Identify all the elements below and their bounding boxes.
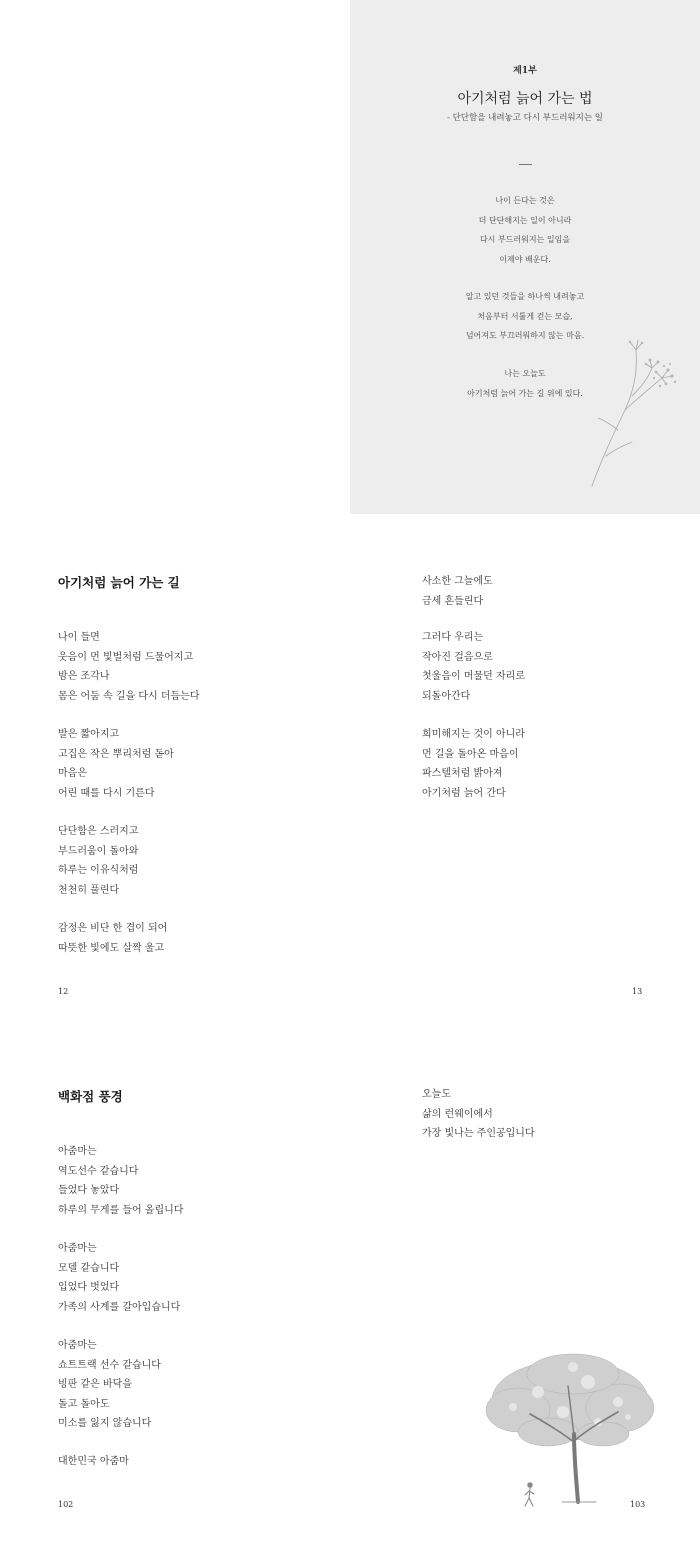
poem-stanza [58, 725, 174, 803]
poem-line: 나이 들면 [58, 632, 100, 643]
poem-stanza [58, 1142, 183, 1220]
poem-line: 오늘도 [422, 1089, 451, 1100]
poem-line: 발은 짧아지고 [58, 729, 120, 740]
intro-line: 아기처럼 늙어 가는 길 위에 있다. [467, 388, 583, 398]
poem-line: 빙판 같은 바닥을 [58, 1379, 132, 1390]
poem-line: 그러다 우리는 [422, 632, 484, 643]
intro-line: 넘어져도 부끄러워하지 않는 마음. [465, 331, 585, 340]
poem-line: 미소를 잃지 않습니다 [58, 1418, 152, 1429]
poem-line: 입었다 벗었다 [58, 1282, 120, 1293]
poem-stanza [58, 1452, 129, 1472]
dried-flower-icon [580, 338, 690, 498]
poem-title: 백화점 풍경 [58, 1089, 123, 1104]
poem-line: 들었다 놓았다 [58, 1185, 120, 1196]
poem-line: 삶의 런웨이에서 [422, 1108, 493, 1120]
tree-icon [478, 1352, 658, 1512]
part-label: 제1부 [513, 66, 537, 76]
poem-line: 하루는 이유식처럼 [58, 865, 139, 876]
poem-line: 작아진 걸음으로 [422, 651, 493, 663]
poem-stanza [422, 725, 525, 803]
poem-line: 하루의 무게를 들어 올립니다 [58, 1204, 184, 1216]
poem-line: 아기처럼 늙어 간다 [422, 787, 506, 799]
poem-stanza [58, 919, 167, 958]
poem-line: 희미해지는 것이 아니라 [422, 729, 525, 740]
poem-stanza [422, 572, 493, 611]
poem-line: 역도선수 같습니다 [58, 1165, 139, 1177]
poem-line: 마음은 [58, 768, 87, 779]
poem-line: 첫울음이 머물던 자리로 [422, 671, 525, 682]
chapter-subtitle: - 단단함을 내려놓고 다시 부드러워지는 일 [447, 113, 603, 123]
poem-line: 금세 흔들린다 [422, 595, 484, 607]
intro-line: 이제야 배운다. [499, 254, 551, 264]
poem-line: 돌고 돌아도 [58, 1398, 110, 1410]
page-number: 12 [58, 987, 69, 996]
intro-stanza-1 [350, 191, 700, 269]
poem-line: 아줌마는 [58, 1146, 97, 1157]
poem-line: 몸은 어둠 속 길을 다시 더듬는다 [58, 690, 200, 702]
poem-line: 가족의 사계를 갈아입습니다 [58, 1301, 181, 1313]
poem-line: 밤은 조각나 [58, 671, 110, 682]
poem-line: 아줌마는 [58, 1243, 97, 1254]
poem-line: 천천히 풀린다 [58, 884, 120, 896]
page-number: 102 [58, 1500, 74, 1509]
page-number: 103 [630, 1500, 646, 1509]
poem-line: 가장 빛나는 주인공입니다 [422, 1128, 535, 1139]
intro-line: 더 단단해지는 일이 아니라 [478, 215, 572, 225]
chapter-title: 아기처럼 늙어 가는 법 [457, 91, 593, 107]
intro-stanza-2 [350, 287, 700, 346]
poem-line: 파스텔처럼 밝아져 [422, 768, 503, 779]
poem-stanza [58, 1239, 180, 1317]
intro-line: 다시 부드러워지는 일임을 [479, 235, 571, 244]
poem-line: 웃음이 먼 빛벌처럼 드물어지고 [58, 651, 194, 663]
poem-stanza [58, 1336, 161, 1434]
poem-stanza [422, 1085, 535, 1144]
poem-line: 되돌아간다 [422, 690, 471, 702]
poem-line: 쇼트트랙 선수 같습니다 [58, 1359, 161, 1371]
poem-stanza [58, 822, 138, 900]
poem-stanza [58, 628, 199, 706]
poem-line: 감정은 비단 한 겹이 되어 [58, 923, 168, 934]
poem-line: 부드러움이 돌아와 [58, 845, 139, 857]
poem-line: 단단함은 스러지고 [58, 826, 139, 837]
poem-line: 사소한 그늘에도 [422, 576, 493, 587]
poem-line: 아줌마는 [58, 1340, 97, 1351]
page-number: 13 [632, 987, 643, 996]
poem-line: 고집은 작은 뿌리처럼 돋아 [58, 748, 174, 760]
poem-line: 어린 때를 다시 기른다 [58, 787, 155, 799]
intro-line: 나는 오늘도 [504, 369, 546, 378]
divider [519, 164, 532, 165]
poem-line: 모델 같습니다 [58, 1262, 120, 1274]
intro-line: 알고 있던 것들을 하나씩 내려놓고 [465, 292, 585, 301]
poem-stanza [422, 628, 525, 706]
poem-line: 먼 길을 돌아온 마음이 [422, 748, 519, 760]
intro-line: 처음부터 서툴게 걷는 모습, [477, 311, 573, 321]
intro-line: 나이 든다는 것은 [495, 196, 555, 205]
poem-line: 따뜻한 빛에도 살짝 울고 [58, 942, 165, 954]
poem-line: 대한민국 아줌마 [58, 1456, 129, 1467]
poem-title: 아기처럼 늙어 가는 길 [58, 575, 180, 590]
